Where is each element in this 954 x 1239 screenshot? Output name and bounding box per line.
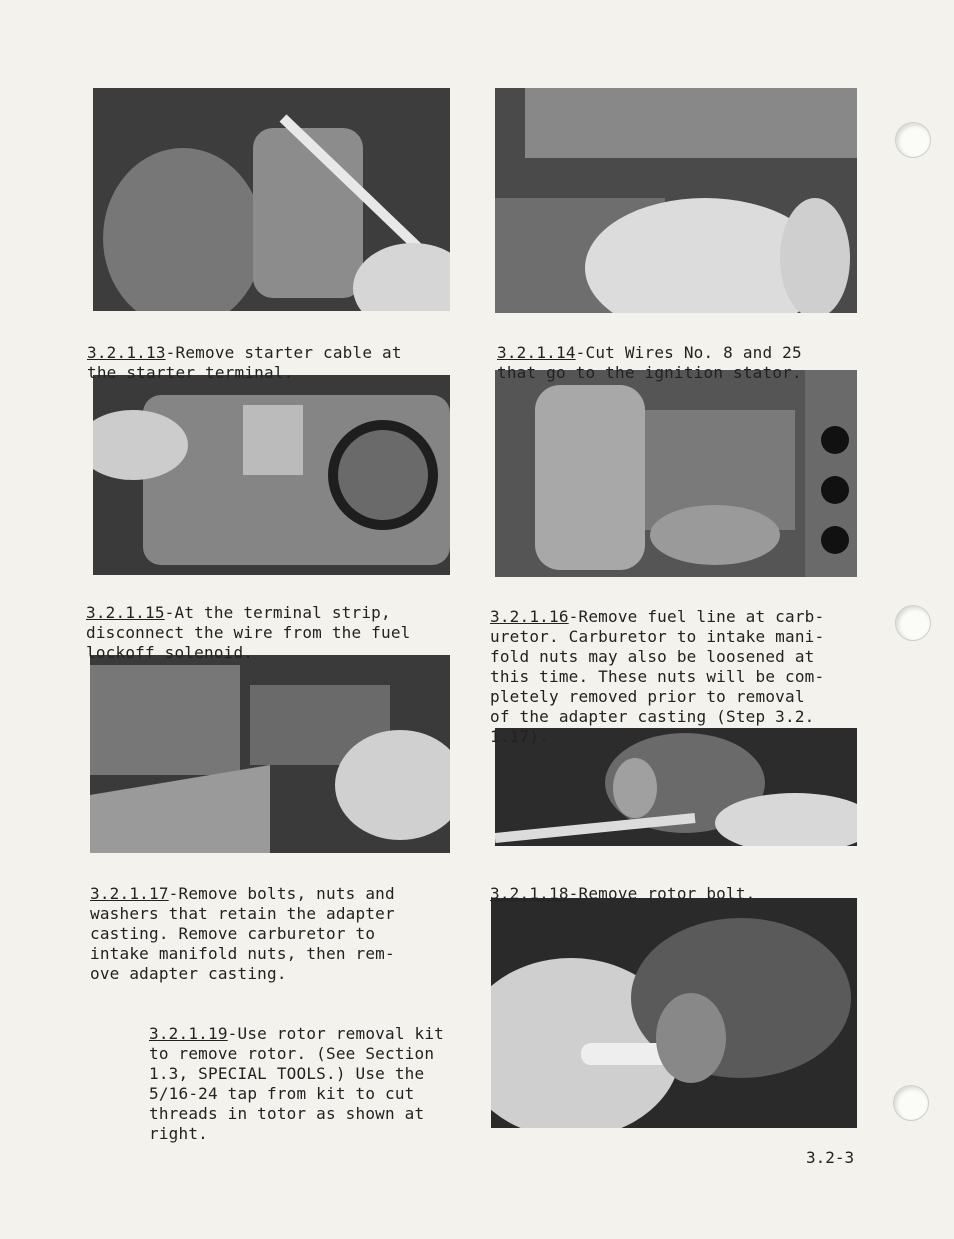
caption-step-number: 3.2.1.17 bbox=[90, 884, 169, 903]
caption-step-number: 3.2.1.15 bbox=[86, 603, 165, 622]
caption-3-2-1-17 bbox=[90, 864, 395, 984]
caption-text: -Remove rotor bolt. bbox=[568, 884, 756, 903]
page-number: 3.2-3 bbox=[806, 1148, 855, 1167]
caption-text: -Remove bolts, nuts and washers that retain the adapter casting. Remove carburetor to intake manifold nuts, then rem- ove adapter casting. bbox=[90, 884, 395, 983]
caption-3-2-1-14 bbox=[497, 323, 802, 383]
photo-terminal-strip bbox=[93, 375, 450, 575]
caption-text: -Cut Wires No. 8 and 25 that go to the ignition stator. bbox=[497, 343, 802, 382]
photo-starter-cable bbox=[93, 88, 450, 311]
photo-rotor-removal bbox=[491, 898, 857, 1128]
caption-text: -Remove fuel line at carb- uretor. Carburetor to intake mani- fold nuts may also be loosened at this time. These nuts will be com- pletely removed prior to removal of the adapter casting (Step 3.2. 1.17). bbox=[490, 607, 825, 746]
caption-3-2-1-13 bbox=[87, 323, 402, 383]
caption-step-number: 3.2.1.14 bbox=[497, 343, 576, 362]
caption-text: -At the terminal strip, disconnect the wire from the fuel lockoff solenoid. bbox=[86, 603, 411, 662]
caption-3-2-1-19 bbox=[149, 1004, 444, 1144]
binder-hole-middle bbox=[895, 605, 931, 641]
caption-step-number: 3.2.1.13 bbox=[87, 343, 166, 362]
caption-step-number: 3.2.1.18 bbox=[490, 884, 569, 903]
photo-ignition-wires bbox=[495, 88, 857, 313]
caption-3-2-1-16 bbox=[490, 587, 824, 747]
caption-text: -Remove starter cable at the starter terminal. bbox=[87, 343, 402, 382]
caption-3-2-1-15 bbox=[86, 583, 410, 663]
photo-carburetor bbox=[495, 370, 857, 577]
photo-adapter-casting bbox=[90, 655, 450, 853]
caption-step-number: 3.2.1.19 bbox=[149, 1024, 228, 1043]
caption-3-2-1-18 bbox=[490, 864, 756, 904]
caption-step-number: 3.2.1.16 bbox=[490, 607, 569, 626]
caption-text: -Use rotor removal kit to remove rotor. (See Section 1.3, SPECIAL TOOLS.) Use the 5/16-24 tap from kit to cut threads in totor as shown at right. bbox=[149, 1024, 444, 1143]
binder-hole-top bbox=[895, 122, 931, 158]
binder-hole-bottom bbox=[893, 1085, 929, 1121]
